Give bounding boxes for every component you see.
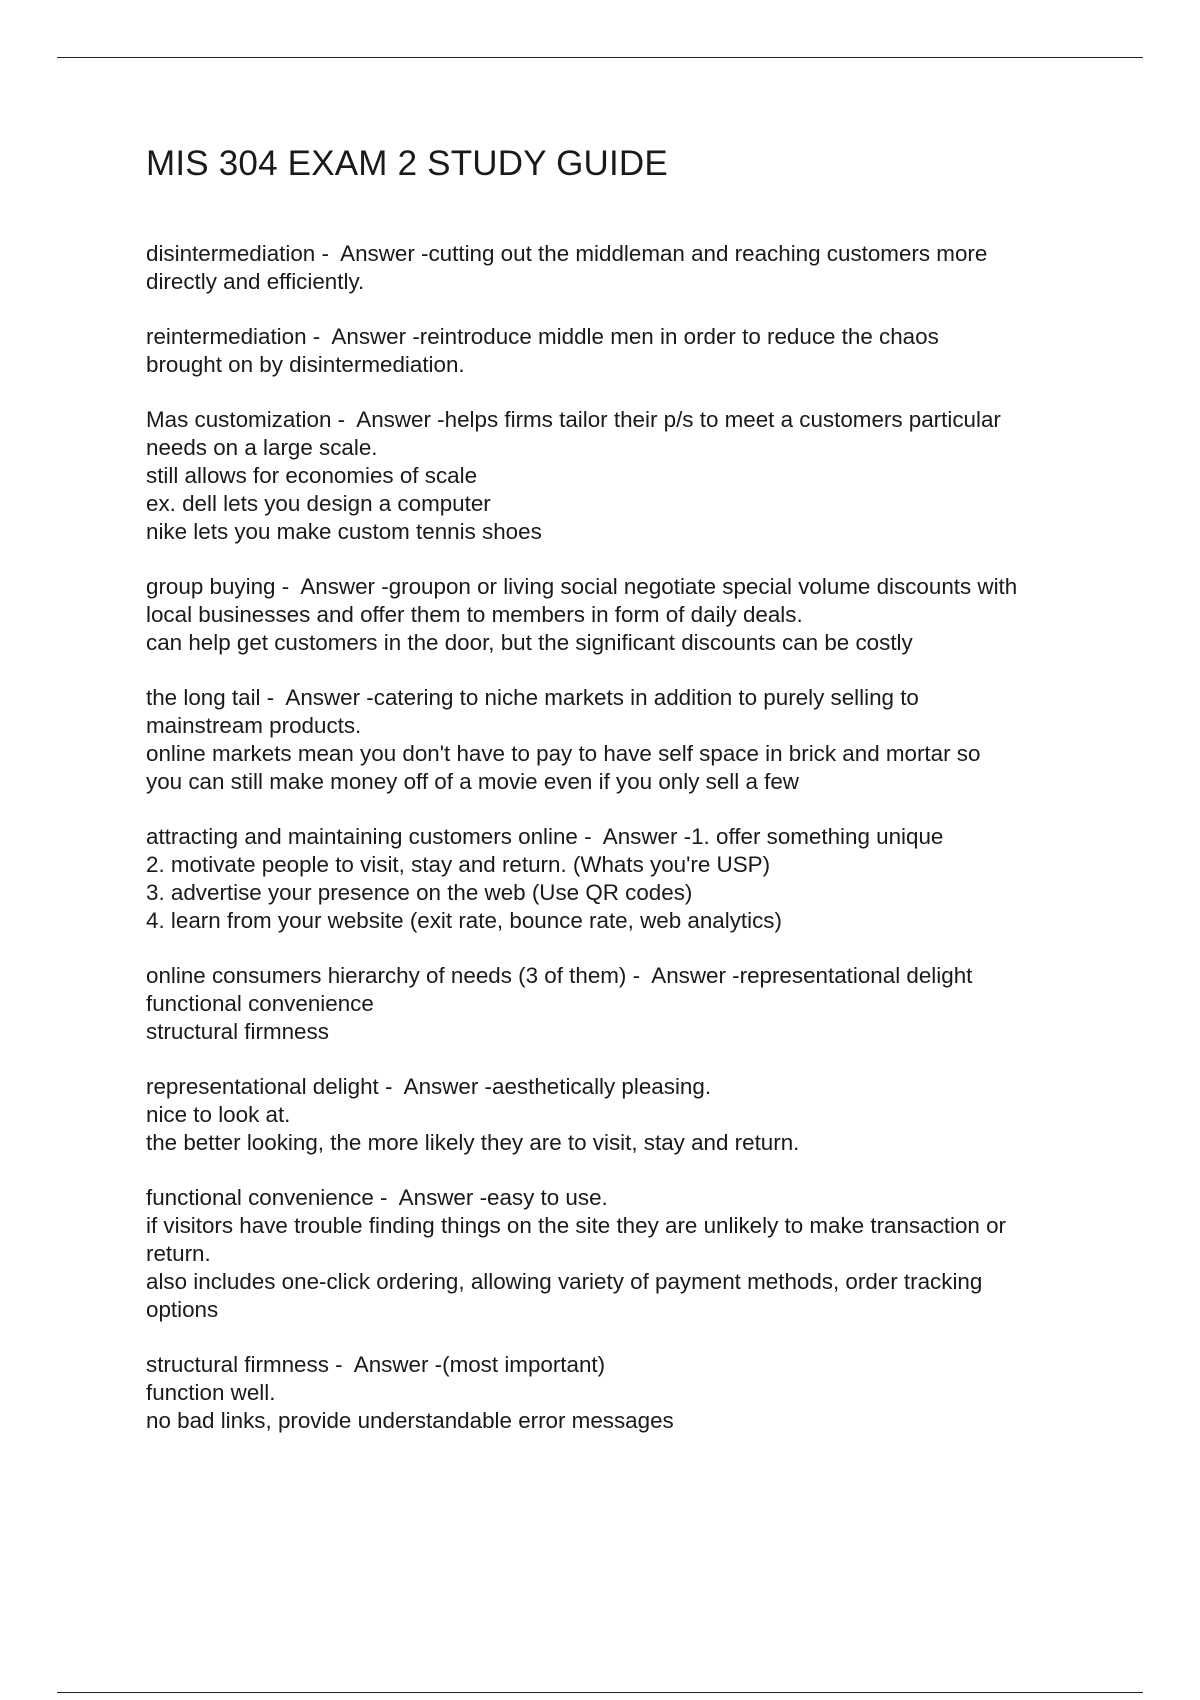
entry-line: disintermediation - Answer -cutting out the middleman and reaching customers more [146,241,988,266]
entry-long-tail [146,684,1106,796]
entry-disintermediation [146,240,1106,296]
entry-line: reintermediation - Answer -reintroduce middle men in order to reduce the chaos [146,324,939,349]
entry-line: nice to look at. [146,1102,291,1127]
entry-line: 2. motivate people to visit, stay and return. (Whats you're USP) [146,852,771,877]
entry-reintermediation [146,323,1106,379]
entry-line: you can still make money off of a movie even if you only sell a few [146,769,799,794]
entry-group-buying [146,573,1106,657]
entry-line: needs on a large scale. [146,435,378,460]
entry-line: if visitors have trouble finding things on the site they are unlikely to make transaction or [146,1213,1007,1238]
page-title: MIS 304 EXAM 2 STUDY GUIDE [146,144,668,183]
entry-line: can help get customers in the door, but the significant discounts can be costly [146,630,913,655]
study-guide-entries [146,240,1106,1462]
entry-line: 4. learn from your website (exit rate, bounce rate, web analytics) [146,908,782,933]
entry-line: representational delight - Answer -aesthetically pleasing. [146,1074,712,1099]
entry-line: function well. [146,1380,276,1405]
entry-line: brought on by disintermediation. [146,352,465,377]
entry-line: directly and efficiently. [146,269,365,294]
entry-line: still allows for economies of scale [146,463,478,488]
entry-line: mainstream products. [146,713,362,738]
entry-line: functional convenience - Answer -easy to use. [146,1185,608,1210]
entry-line: 3. advertise your presence on the web (Use QR codes) [146,880,693,905]
entry-line: structural firmness [146,1019,329,1044]
entry-line: online consumers hierarchy of needs (3 of them) - Answer -representational delight [146,963,973,988]
entry-line: the better looking, the more likely they are to visit, stay and return. [146,1130,800,1155]
entry-line: group buying - Answer -groupon or living social negotiate special volume discounts with [146,574,1018,599]
entry-line: structural firmness - Answer -(most important) [146,1352,606,1377]
entry-line: nike lets you make custom tennis shoes [146,519,542,544]
entry-representational-delight [146,1073,1106,1157]
entry-line: also includes one-click ordering, allowing variety of payment methods, order tracking [146,1269,983,1294]
header-rule [57,57,1143,58]
entry-line: online markets mean you don't have to pay to have self space in brick and mortar so [146,741,981,766]
footer-rule [57,1692,1143,1693]
entry-structural-firmness [146,1351,1106,1435]
entry-hierarchy-of-needs [146,962,1106,1046]
entry-line: return. [146,1241,211,1266]
entry-line: local businesses and offer them to members in form of daily deals. [146,602,803,627]
entry-line: the long tail - Answer -catering to niche markets in addition to purely selling to [146,685,919,710]
entry-line: functional convenience [146,991,374,1016]
entry-mass-customization [146,406,1106,546]
entry-line: Mas customization - Answer -helps firms tailor their p/s to meet a customers particular [146,407,1001,432]
entry-functional-convenience [146,1184,1106,1324]
entry-attracting-customers [146,823,1106,935]
entry-line: attracting and maintaining customers online - Answer -1. offer something unique [146,824,944,849]
entry-line: ex. dell lets you design a computer [146,491,491,516]
entry-line: options [146,1297,219,1322]
entry-line: no bad links, provide understandable error messages [146,1408,674,1433]
